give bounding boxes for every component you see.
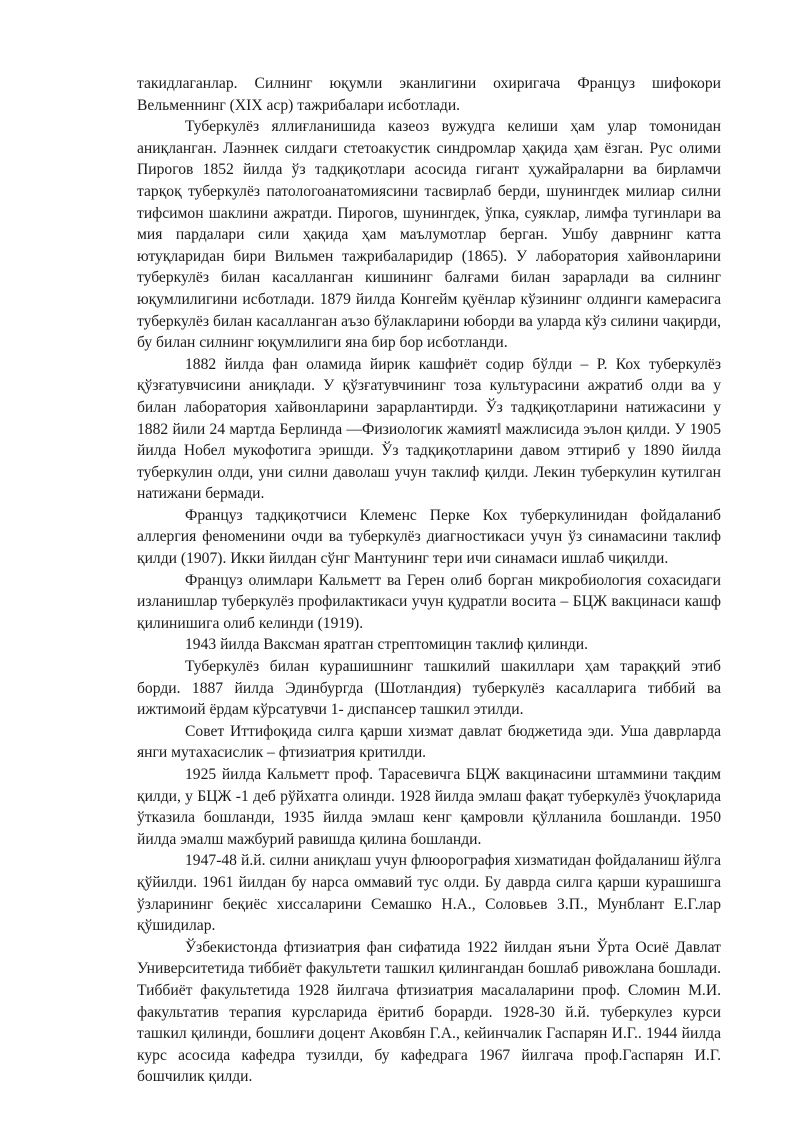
paragraph: Француз олимлари Кальметт ва Герен олиб борган микробиология сохасидаги изланишлар туберкулёз профилактикаси учун қудратли восита – БЦЖ вакцинаси кашф қилинишига олиб келинди (1919). (137, 571, 721, 632)
paragraph: 1882 йилда фан оламида йирик кашфиёт содир бўлди – Р. Кох туберкулёз қўзғатувчисини аниқлади. У қўзғатувчининг тоза культурасини ажратиб олди ва у билан лаборатория хайвонларини зарарлантирди. Ўз тадқиқотларини натижасини у 1882 йили 24 мартда Берлинда ―Физиологик жамият‖ мажлисида эълон қилди. У 1905 йилда Нобел мукофотига эришди. Ўз тадқиқотларини давом эттириб у 1890 йилда туберкулин олди, уни силни даволаш учун таклиф қилди. Лекин туберкулин кутилган натижани бермади. (137, 355, 721, 503)
paragraph: Туберкулёз билан курашишнинг ташкилий шакиллари ҳам тараққий этиб борди. 1887 йилда Эдинбургда (Шотландия) туберкулёз касалларига тиббий ва ижтимоий ёрдам кўрсатувчи 1- диспансер ташкил этилди. (137, 658, 721, 719)
paragraph: 1947-48 й.й. силни аниқлаш учун флюорография хизматидан фойдаланиш йўлга қўйилди. 1961 йилдан бу нарса оммавий тус олди. Бу даврда силга қарши курашишга ўзларининг беқиёс хиссаларини Семашко Н.А., Соловьев З.П., Мунблант Е.Г.лар қўшидилар. (137, 852, 721, 935)
paragraph: Совет Иттифоқида силга қарши хизмат давлат бюджетида эди. Уша даврларда янги мутахасислик – фтизиатрия критилди. (137, 722, 721, 762)
paragraph: 1943 йилда Ваксман яратган стрептомицин таклиф қилинди. (185, 636, 588, 654)
body-text (137, 73, 721, 1088)
paragraph: Француз тадқиқотчиси Клеменс Перке Кох туберкулинидан фойдаланиб аллергия феноменини очди ва туберкулёз диагностикаси учун ўз синамасини таклиф қилди (1907). Икки йилдан сўнг Мантунинг тери ичи синамаси ишлаб чиқилди. (137, 506, 721, 568)
paragraph: Туберкулёз яллиғланишида казеоз вужудга келиши ҳам улар томонидан аниқланган. Лаэннек силдаги стетоакустик синдромлар ҳақида ҳам ёзган. Рус олими Пирогов 1852 йилда ўз тадқиқотлари асосида гигант ҳужайраларни ва бирламчи тарқоқ туберкулёз патологоанатомиясини тасвирлаб берди, шунингдек милиар силни тифсимон шаклини ажратди. Пирогов, шунингдек, ўпка, суяклар, лимфа тугинлари ва мия пардалари сили ҳақида ҳам маълумотлар берган. Ушбу даврнинг катта ютуқларидан бири Вильмен тажрибаларидир (1865). У лаборатория хайвонларини туберкулёз билан касалланган кишининг балғами билан зарарлади ва силнинг юқумлилигини исботлади. 1879 йилда Конгейм қуёнлар кўзининг олдинги камерасига туберкулёз билан касалланган аъзо бўлакларини юборди ва уларда кўз силини чақирди, бу билан силнинг юқумлилиги яна бир бор исботланди. (137, 118, 721, 352)
paragraph-continuation: такидлаганлар. Силнинг юқумли эканлигини охиригача Француз шифокори Вельменнинг (XIX аср) тажрибалари исботлади. (137, 75, 721, 114)
paragraph: 1925 йилда Кальметт проф. Тарасевичга БЦЖ вакцинасини штаммини тақдим қилди, у БЦЖ -1 деб рўйхатга олинди. 1928 йилда эмлаш фақат туберкулёз ўчоқларида ўтказила бошланди, 1935 йилда эмлаш кенг қамровли қўлланила бошланди. 1950 йилда эмалш мажбурий равишда қилина бошланди. (137, 766, 721, 848)
paragraph: Ўзбекистонда фтизиатрия фан сифатида 1922 йилдан яъни Ўрта Осиё Давлат Университетида тиббиёт факультети ташкил қилингандан бошлаб ривожлана бошлади. Тиббиёт факультетида 1928 йилгача фтизиатрия масалаларини проф. Сломин М.И. факультатив терапия курсларида ёритиб борарди. 1928-30 й.й. туберкулез курси ташкил қилинди, бошлиғи доцент Аковбян Г.А., кейинчалик Гаспарян И.Г.. 1944 йилда курс асосида кафедра тузилди, бу кафедрага 1967 йилгача проф.Гаспарян И.Г. бошчилик қилди. (137, 938, 721, 1086)
